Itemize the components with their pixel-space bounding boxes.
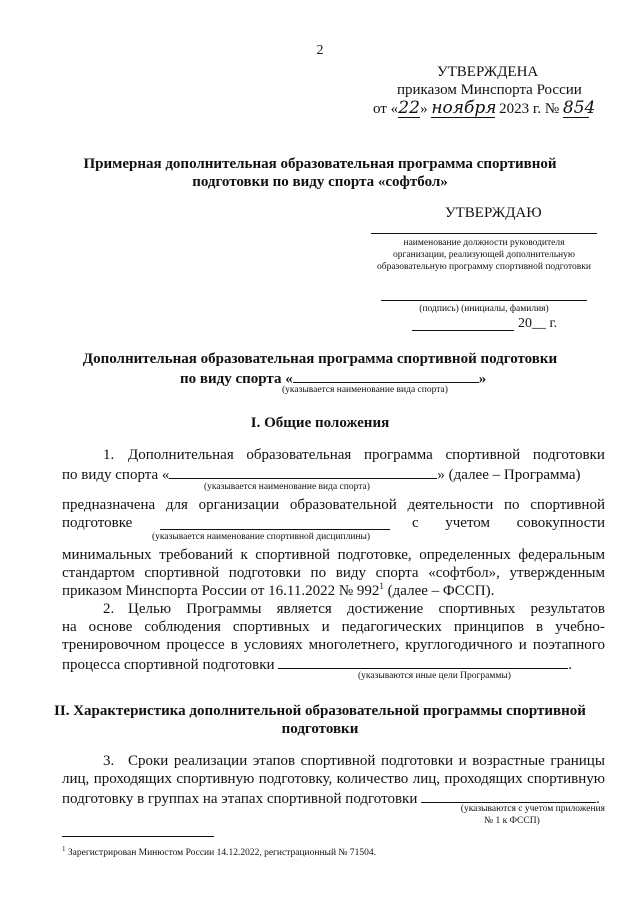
word: границы — [550, 753, 605, 769]
p3-line3-text: подготовку в группах на этапах спортивной подготовки — [62, 791, 418, 807]
word: возрастные — [472, 753, 545, 769]
p1-order-ref: приказом Минспорта России от 16.11.2022 № 992 — [62, 583, 380, 599]
program-title-close: » — [478, 371, 487, 387]
p2-number: 2. — [103, 601, 115, 617]
p1-line1 — [128, 446, 605, 464]
p1-line4-word: подготовке — [62, 515, 133, 531]
word: на — [62, 619, 77, 635]
approve-heading: УТВЕРЖДАЮ — [445, 205, 542, 221]
sport-name-field — [293, 368, 479, 383]
footnote-text: Зарегистрирован Минюстом России 14.12.2022, регистрационный № 71504. — [65, 848, 376, 859]
word: деятельности — [407, 497, 494, 513]
word: и — [321, 619, 330, 635]
p2-line4 — [62, 654, 605, 674]
word: этапов — [252, 753, 296, 769]
p1-line6: стандартом спортивной подготовки по виду спорта «софтбол», утвержденным — [62, 565, 605, 581]
footnote — [62, 843, 376, 859]
word: является — [276, 601, 332, 617]
word: Целью — [128, 601, 172, 617]
p1-sport-field — [169, 464, 437, 479]
word: педагогических — [341, 619, 442, 635]
p1-caption1: (указывается наименование вида спорта) — [204, 482, 370, 492]
word: по — [504, 497, 520, 513]
word: образовательной — [289, 497, 397, 513]
word: Сроки — [128, 753, 169, 769]
p1-discipline-field — [160, 529, 390, 530]
signature-line — [381, 300, 587, 301]
p2-period: . — [568, 657, 573, 673]
p2-caption: (указываются иные цели Программы) — [358, 671, 511, 681]
word: Дополнительная — [128, 447, 234, 463]
p2-line4-text: процесса спортивной подготовки — [62, 657, 275, 673]
position-name-line — [371, 233, 597, 234]
p3-caption2: № 1 к ФССП) — [484, 816, 540, 826]
word: программа — [363, 447, 433, 463]
program-title-line1: Дополнительная образовательная программа спортивной подготовки — [82, 351, 558, 367]
word: спортивной — [530, 497, 605, 513]
p1-line3 — [62, 496, 605, 514]
approval-month: ноября — [431, 98, 497, 118]
word: образовательная — [246, 447, 352, 463]
p1-fssp: (далее – ФССП). — [383, 583, 495, 599]
program-title-caption: (указывается наименование вида спорта) — [282, 385, 448, 395]
p1-number: 1. — [103, 447, 115, 463]
p2-line2 — [62, 618, 605, 636]
p3-line1 — [128, 752, 605, 770]
word: соблюдения — [144, 619, 221, 635]
approval-from: от « — [373, 101, 399, 117]
p1-caption2: (указывается наименование спортивной дисциплины) — [152, 532, 371, 542]
p3-field — [421, 788, 596, 803]
word: с — [412, 515, 419, 531]
footnote-mark: 1 — [62, 845, 66, 853]
section2-heading-line1: II. Характеристика дополнительной образовательной программы спортивной — [54, 703, 586, 719]
word: учетом — [445, 515, 491, 531]
word: учебно- — [555, 619, 605, 635]
word: результатов — [530, 601, 605, 617]
word: основе — [88, 619, 133, 635]
p1-line5: минимальных требований к спортивной подготовке, определенных федеральным — [62, 547, 605, 563]
p2-line1 — [128, 600, 605, 618]
p3-period: . — [596, 791, 600, 807]
approval-heading: УТВЕРЖДЕНА — [437, 64, 539, 80]
p2-line3: тренировочном процессе в условиях многолетнего, круглогодичного и поэтапного — [62, 637, 605, 653]
signature-caption: (подпись) (инициалы, фамилия) — [419, 304, 549, 314]
p3-number: 3. — [103, 753, 115, 769]
approval-close-quote: » — [420, 101, 428, 117]
p1-sport-suffix: » (далее – Программа) — [437, 467, 581, 483]
p3-caption1: (указываются с учетом приложения — [460, 804, 605, 814]
word: Программы — [186, 601, 262, 617]
page-number: 2 — [316, 43, 324, 58]
p2-goals-field — [278, 654, 568, 669]
position-caption-2: организации, реализующей дополнительную — [393, 250, 575, 260]
word: для — [165, 497, 188, 513]
approval-number: 854 — [562, 98, 596, 118]
program-title-prefix: по виду спорта « — [180, 371, 293, 387]
word: спортивных — [232, 619, 310, 635]
footnote-separator — [62, 836, 214, 837]
p3-line2: лиц, проходящих спортивную подготовку, количество лиц, проходящих спортивную — [62, 771, 605, 787]
word: подготовки — [380, 753, 454, 769]
approval-year: 2023 г. № — [499, 101, 560, 117]
word: совокупности — [516, 515, 605, 531]
word: подготовки — [532, 447, 605, 463]
word: в — [536, 619, 544, 635]
word: спортивных — [438, 601, 516, 617]
word: принципов — [453, 619, 525, 635]
word: реализации — [173, 753, 248, 769]
section2-heading-line2: подготовки — [281, 721, 359, 737]
p1-line7 — [62, 582, 605, 600]
doc-title-line1: Примерная дополнительная образовательная программа спортивной — [83, 156, 557, 172]
p1-sport-prefix: по виду спорта « — [62, 467, 170, 483]
word: и — [458, 753, 467, 769]
position-caption-3: образовательную программу спортивной подготовки — [376, 262, 591, 272]
section1-heading: I. Общие положения — [250, 415, 390, 431]
position-caption-1: наименование должности руководителя — [403, 238, 565, 248]
word: предназначена — [62, 497, 156, 513]
doc-title-line2: подготовки по виду спорта «софтбол» — [192, 174, 448, 190]
p1-line4-rest — [412, 514, 605, 532]
word: спортивной — [445, 447, 521, 463]
word: организации — [198, 497, 280, 513]
date-line — [412, 330, 514, 331]
word: достижение — [346, 601, 424, 617]
footnote-ref: 1 — [379, 581, 384, 591]
date-year: 20__ г. — [518, 316, 558, 331]
approval-order-line: приказом Минспорта России — [397, 82, 582, 98]
approval-day: 22 — [398, 98, 420, 118]
approval-date-line — [373, 98, 596, 118]
word: спортивной — [300, 753, 376, 769]
